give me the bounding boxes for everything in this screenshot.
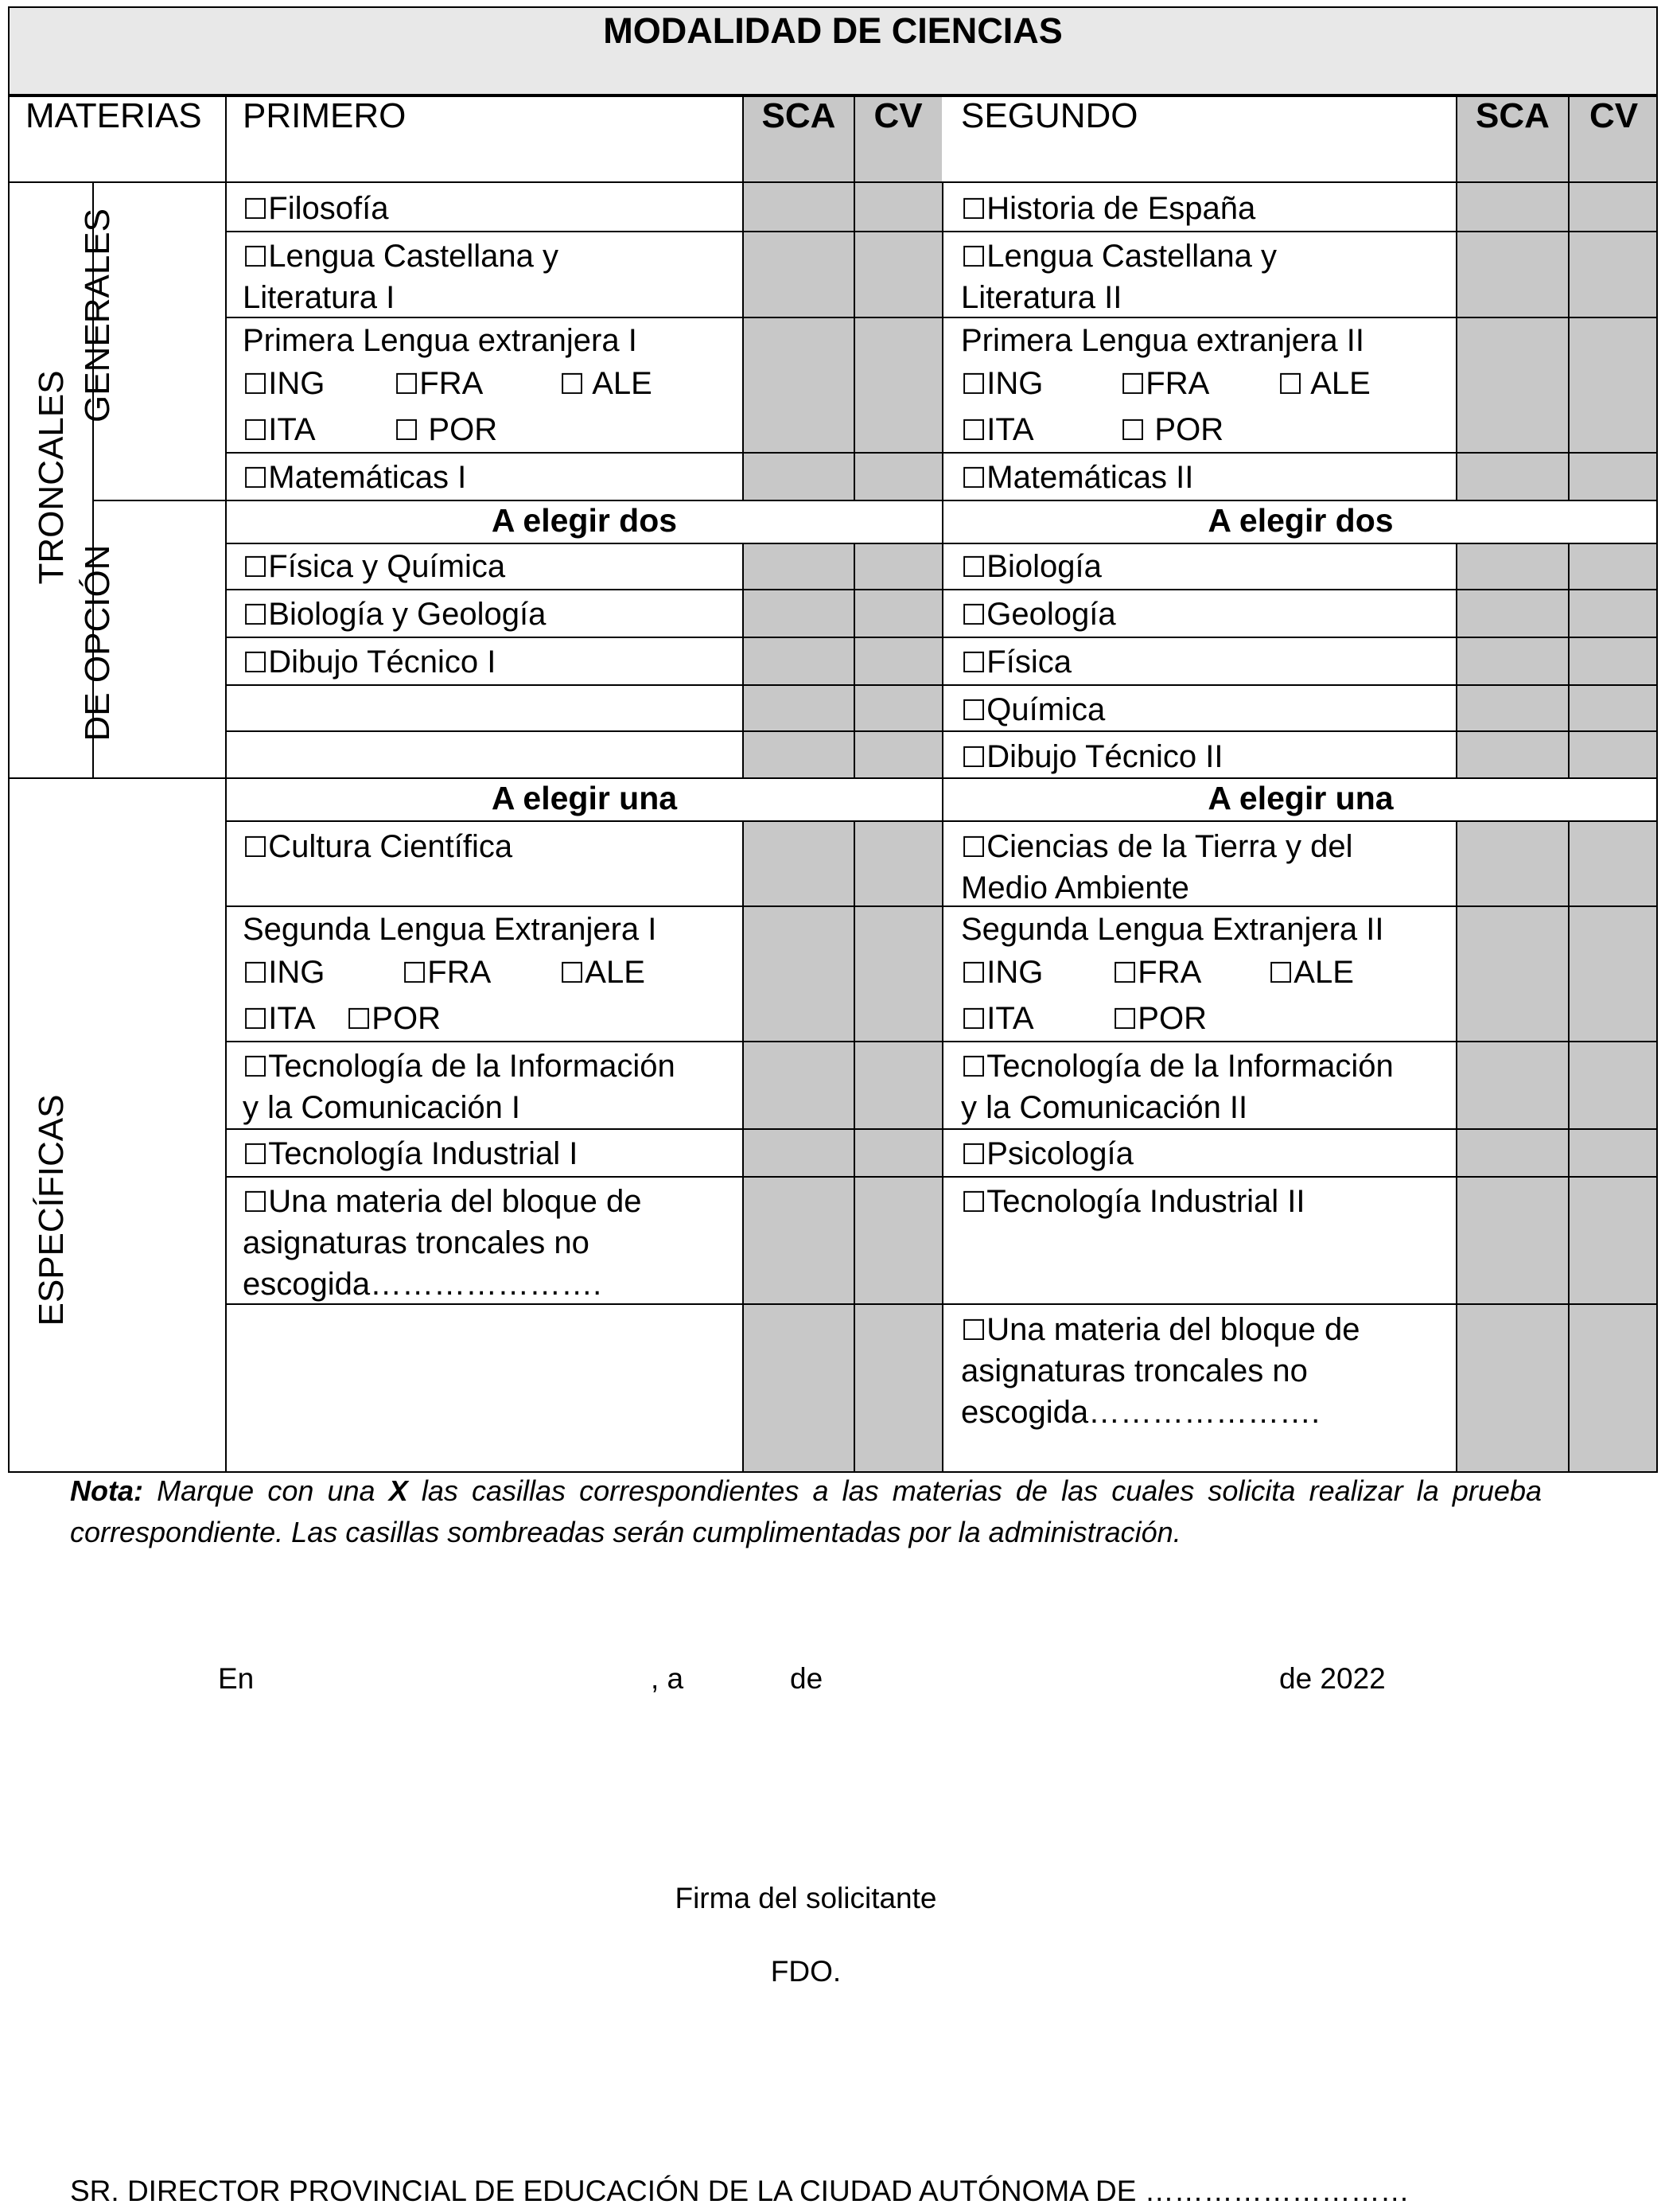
checkbox[interactable]: ☐: [961, 831, 987, 864]
checkbox[interactable]: ☐: [243, 1186, 269, 1219]
option-fra[interactable]: ☐FRA: [1120, 366, 1210, 401]
subject-fisica[interactable]: ☐Física: [961, 645, 1072, 680]
divider: [854, 543, 855, 777]
option-ale[interactable]: ☐ ALE: [1278, 366, 1371, 401]
checkbox[interactable]: ☐: [961, 1003, 987, 1036]
row-line: [225, 820, 1658, 822]
checkbox[interactable]: ☐: [243, 1003, 269, 1036]
option-por[interactable]: ☐ POR: [394, 412, 498, 447]
elegir-una-segundo: A elegir una: [1208, 780, 1394, 816]
label-de-opcion: DE OPCIÓN: [78, 544, 117, 742]
option-ale[interactable]: ☐ALE: [1268, 955, 1354, 990]
checkbox[interactable]: ☐: [243, 1051, 269, 1084]
checkbox[interactable]: ☐: [402, 957, 428, 990]
header-cv-primero: CV: [873, 96, 923, 135]
checkbox[interactable]: ☐: [559, 368, 585, 401]
header-cv-segundo: CV: [1589, 96, 1639, 135]
checkbox[interactable]: ☐: [961, 742, 987, 774]
month-label: de: [790, 1662, 823, 1695]
header-materias: MATERIAS: [25, 96, 202, 135]
subject-fisica-quimica[interactable]: ☐Física y Química: [243, 549, 506, 584]
checkbox[interactable]: ☐: [961, 368, 987, 401]
subject-lengua-1-line2: Literatura I: [243, 280, 395, 315]
checkbox[interactable]: ☐: [243, 647, 269, 680]
day-label: , a: [651, 1662, 684, 1695]
option-por[interactable]: ☐POR: [1112, 1001, 1207, 1036]
divider: [1568, 543, 1570, 777]
checkbox[interactable]: ☐: [961, 957, 987, 990]
divider: [1568, 95, 1570, 500]
row-line: [225, 684, 1658, 686]
checkbox[interactable]: ☐: [243, 599, 269, 632]
firma-solicitante: Firma del solicitante: [675, 1882, 937, 1914]
divider: [1456, 543, 1457, 777]
option-por[interactable]: ☐POR: [346, 1001, 441, 1036]
subject-tic-1-line2: y la Comunicación I: [243, 1090, 521, 1125]
subject-otra-troncal-2-line2: asignaturas troncales no: [961, 1353, 1308, 1388]
divider: [854, 820, 855, 1473]
checkbox[interactable]: ☐: [394, 368, 420, 401]
checkbox[interactable]: ☐: [961, 647, 987, 680]
checkbox[interactable]: ☐: [961, 1314, 987, 1347]
row-line: [225, 730, 1658, 732]
nota-x: X: [388, 1474, 408, 1507]
subject-otra-troncal-1-line2: asignaturas troncales no: [243, 1225, 589, 1260]
option-fra[interactable]: ☐FRA: [394, 366, 484, 401]
primera-lengua-title: Primera Lengua extranjera I: [243, 323, 637, 358]
checkbox[interactable]: ☐: [243, 415, 269, 447]
option-ing[interactable]: ☐ING: [243, 955, 325, 990]
label-troncales: TRONCALES: [32, 370, 71, 585]
checkbox[interactable]: ☐: [1120, 415, 1146, 447]
checkbox[interactable]: ☐: [961, 1139, 987, 1171]
subject-ctma-line2: Medio Ambiente: [961, 870, 1189, 905]
checkbox[interactable]: ☐: [243, 368, 269, 401]
option-fra[interactable]: ☐FRA: [402, 955, 492, 990]
checkbox[interactable]: ☐: [243, 831, 269, 864]
director-addressee: SR. DIRECTOR PROVINCIAL DE EDUCACIÓN DE LA CIUDAD AUTÓNOMA DE ………………………: [70, 2175, 1410, 2207]
checkbox[interactable]: ☐: [1112, 957, 1138, 990]
subject-quimica[interactable]: ☐Química: [961, 692, 1106, 727]
checkbox[interactable]: ☐: [243, 462, 269, 495]
option-ita[interactable]: ☐ITA: [961, 412, 1034, 447]
subject-tic-1[interactable]: ☐Tecnología de la Información: [243, 1049, 675, 1084]
option-ita[interactable]: ☐ITA: [243, 412, 316, 447]
place-label: En: [218, 1662, 255, 1695]
subject-otra-troncal-1-line3: escogida………………….: [243, 1267, 602, 1302]
checkbox[interactable]: ☐: [961, 241, 987, 274]
subject-dibujo-1[interactable]: ☐Dibujo Técnico I: [243, 645, 496, 680]
checkbox[interactable]: ☐: [961, 193, 987, 226]
option-fra[interactable]: ☐FRA: [1112, 955, 1202, 990]
option-ing[interactable]: ☐ING: [961, 955, 1044, 990]
subject-otra-troncal-1[interactable]: ☐Una materia del bloque de: [243, 1184, 642, 1219]
header-sca-segundo: SCA: [1476, 96, 1550, 135]
option-ale[interactable]: ☐ ALE: [559, 366, 652, 401]
checkbox[interactable]: ☐: [961, 415, 987, 447]
divider: [1456, 95, 1457, 500]
subject-matematicas-1[interactable]: ☐Matemáticas I: [243, 460, 467, 495]
subject-lengua-2[interactable]: ☐Lengua Castellana y: [961, 239, 1277, 274]
label-generales: GENERALES: [78, 208, 117, 423]
checkbox[interactable]: ☐: [961, 599, 987, 632]
option-ing[interactable]: ☐ING: [961, 366, 1044, 401]
fdo-label: FDO.: [770, 1955, 842, 1988]
checkbox[interactable]: ☐: [961, 1051, 987, 1084]
row-line: [225, 1128, 1658, 1130]
checkbox[interactable]: ☐: [559, 957, 585, 990]
subject-historia[interactable]: ☐Historia de España: [961, 191, 1256, 226]
checkbox[interactable]: ☐: [1268, 957, 1294, 990]
form-title: MODALIDAD DE CIENCIAS: [603, 10, 1063, 51]
primera-lengua-2-title: Primera Lengua extranjera II: [961, 323, 1364, 358]
segunda-lengua-title: Segunda Lengua Extranjera I: [243, 912, 657, 947]
divider: [1456, 820, 1457, 1473]
label-especificas: ESPECÍFICAS: [32, 1094, 71, 1326]
subject-tic-2-line2: y la Comunicación II: [961, 1090, 1248, 1125]
checkbox[interactable]: ☐: [243, 241, 269, 274]
checkbox[interactable]: ☐: [1120, 368, 1146, 401]
subject-tecnologia-industrial-2[interactable]: ☐Tecnología Industrial II: [961, 1184, 1305, 1219]
subject-tic-2[interactable]: ☐Tecnología de la Información: [961, 1049, 1394, 1084]
row-line: [225, 452, 1658, 454]
checkbox[interactable]: ☐: [243, 957, 269, 990]
subject-biologia-geologia[interactable]: ☐Biología y Geología: [243, 597, 547, 632]
row-line: [225, 1176, 1658, 1178]
divider: [742, 820, 744, 1473]
row-line: [225, 589, 1658, 590]
checkbox[interactable]: ☐: [961, 551, 987, 584]
subject-filosofia[interactable]: ☐Filosofía: [243, 191, 389, 226]
checkbox[interactable]: ☐: [961, 462, 987, 495]
row-line: [225, 317, 1658, 318]
option-por[interactable]: ☐ POR: [1120, 412, 1224, 447]
segunda-lengua-2-title: Segunda Lengua Extranjera II: [961, 912, 1384, 947]
nota-label: Nota:: [70, 1474, 143, 1507]
checkbox[interactable]: ☐: [243, 1139, 269, 1171]
checkbox[interactable]: ☐: [243, 193, 269, 226]
divider: [1568, 820, 1570, 1473]
divider: [742, 95, 744, 500]
subject-otra-troncal-2[interactable]: ☐Una materia del bloque de: [961, 1312, 1360, 1347]
divider: [742, 543, 744, 777]
header-sca-primero: SCA: [761, 96, 836, 135]
subject-otra-troncal-2-line3: escogida………………….: [961, 1395, 1321, 1430]
row-line: [225, 1041, 1658, 1042]
option-ale[interactable]: ☐ALE: [559, 955, 645, 990]
checkbox[interactable]: ☐: [243, 551, 269, 584]
checkbox[interactable]: ☐: [346, 1003, 372, 1036]
divider: [942, 181, 943, 1473]
subject-matematicas-2[interactable]: ☐Matemáticas II: [961, 460, 1194, 495]
option-ita[interactable]: ☐ITA: [961, 1001, 1034, 1036]
row-line: [225, 637, 1658, 638]
header-primero: PRIMERO: [243, 96, 407, 135]
subject-tecnologia-industrial-1[interactable]: ☐Tecnología Industrial I: [243, 1136, 578, 1171]
checkbox[interactable]: ☐: [394, 415, 420, 447]
row-line: [225, 905, 1658, 907]
nota-paragraph: Nota: Marque con una X las casillas correspondientes a las materias de las cuales solicita realizar la prueba correspondiente. Las casillas sombreadas serán cumplimentadas por la administración.: [70, 1474, 1542, 1548]
subject-dibujo-2[interactable]: ☐Dibujo Técnico II: [961, 739, 1223, 774]
checkbox[interactable]: ☐: [1278, 368, 1304, 401]
option-ing[interactable]: ☐ING: [243, 366, 325, 401]
row-line: [225, 543, 1658, 544]
header-segundo: SEGUNDO: [961, 96, 1138, 135]
checkbox[interactable]: ☐: [961, 695, 987, 727]
elegir-una-primero: A elegir una: [491, 780, 678, 816]
subject-psicologia[interactable]: ☐Psicología: [961, 1136, 1134, 1171]
row-line: [225, 231, 1658, 232]
divider: [854, 95, 855, 500]
subject-lengua-1[interactable]: ☐Lengua Castellana y: [243, 239, 558, 274]
subject-geologia[interactable]: ☐Geología: [961, 597, 1116, 632]
subject-biologia[interactable]: ☐Biología: [961, 549, 1102, 584]
year-label: de 2022: [1279, 1662, 1386, 1695]
subject-ctma[interactable]: ☐Ciencias de la Tierra y del: [961, 829, 1353, 864]
checkbox[interactable]: ☐: [1112, 1003, 1138, 1036]
header-bottom-line: [8, 181, 1658, 183]
elegir-dos-primero: A elegir dos: [491, 502, 678, 539]
elegir-dos-segundo: A elegir dos: [1208, 502, 1394, 539]
checkbox[interactable]: ☐: [961, 1186, 987, 1219]
option-ita[interactable]: ☐ITA: [243, 1001, 316, 1036]
subject-lengua-2-line2: Literatura II: [961, 280, 1122, 315]
subject-cultura-cientifica[interactable]: ☐Cultura Científica: [243, 829, 513, 864]
